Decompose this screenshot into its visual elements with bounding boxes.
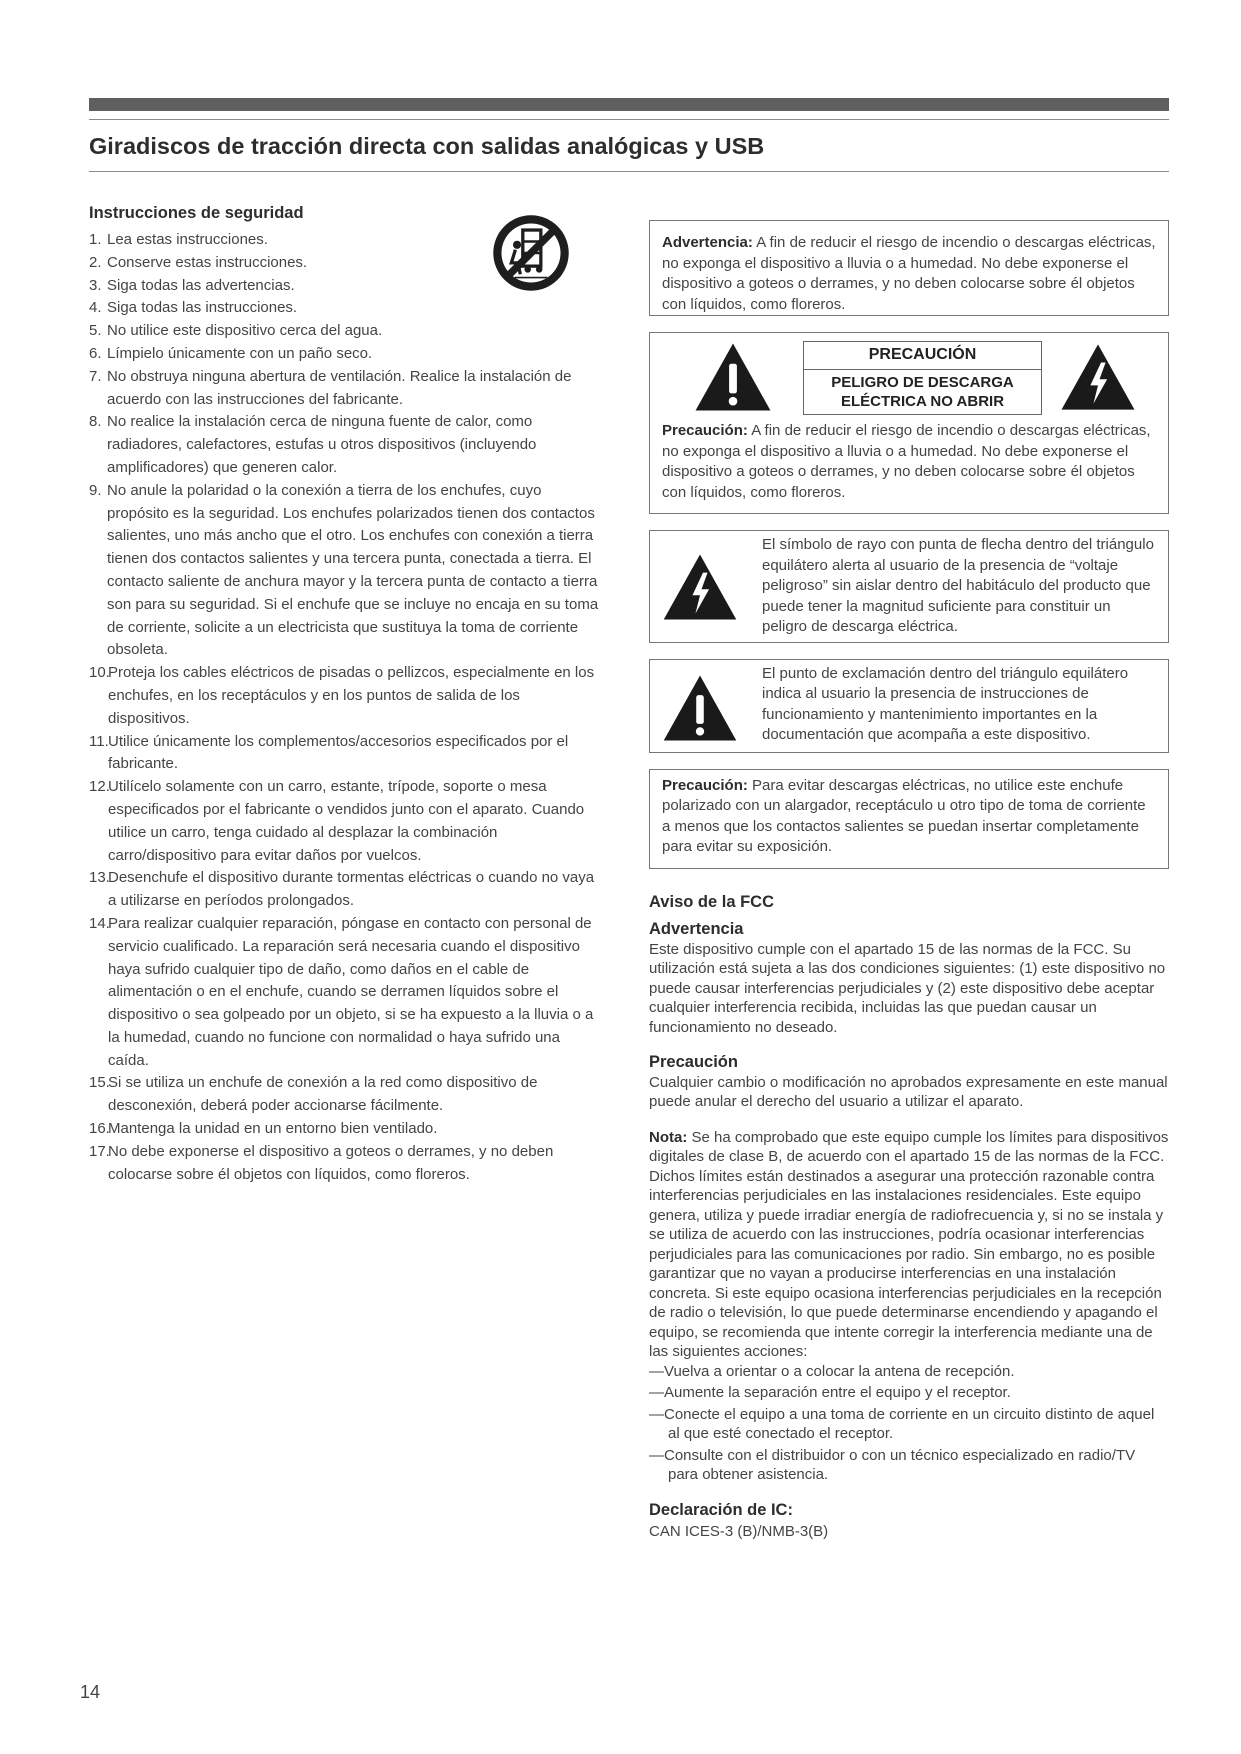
fcc-warning-text: Este dispositivo cumple con el apartado 15 de las normas de la FCC. Su utilización está sujeta a las dos condiciones siguientes: (1) este dispositivo no puede causar interferencias perjudiciales y (2) este dispositivo debe aceptar cualquier interferencia recibida, incluidas las que puedan causar un funcionamiento no deseado. xyxy=(649,940,1166,1036)
fcc-actions-list xyxy=(649,1362,1169,1485)
list-item: —Consulte con el distribuidor o con un técnico especializado en radio/TV para obtener asistencia. xyxy=(649,1446,1136,1483)
warnings-column xyxy=(649,220,1169,1542)
exclamation-symbol-box xyxy=(649,659,1169,753)
list-item xyxy=(89,297,599,320)
list-item xyxy=(89,731,599,777)
fcc-heading: Aviso de la FCC xyxy=(649,892,774,911)
item-text: Mantenga la unidad en un entorno bien ventilado. xyxy=(108,1120,438,1138)
item-text: Utilícelo solamente con un carro, estante, trípode, soporte o mesa especificados por el fabricante o vendidos junto con el aparato. Cuando utilice un carro, tenga cuidado al desplazar la combinación carro/dispositivo para evitar daños por vuelcos. xyxy=(108,778,585,864)
fcc-caution-text: Cualquier cambio o modificación no aprobados expresamente en este manual puede anular el derecho del usuario a utilizar el aparato. xyxy=(649,1073,1168,1110)
list-item xyxy=(89,229,599,252)
safety-heading: Instrucciones de seguridad xyxy=(89,204,304,222)
title-rule xyxy=(89,171,1169,172)
list-item xyxy=(89,913,599,1073)
item-text: Proteja los cables eléctricos de pisadas o pellizcos, especialmente en los enchufes, en los receptáculos y en los puntos de salida de los dispositivos. xyxy=(108,664,595,727)
item-number: 4. xyxy=(89,299,102,317)
item-text: No debe exponerse el dispositivo a goteos o derrames, y no deben colocarse sobre él objetos con líquidos, como floreros. xyxy=(108,1142,554,1183)
fcc-note-label: Nota: xyxy=(649,1128,688,1146)
item-text: Para realizar cualquier reparación, póngase en contacto con personal de servicio cualificado. La reparación será necesaria cuando el dispositivo haya sufrido cualquier tipo de daño, como daños en el cable de alimentación o en el enchufe, cuando se derramen líquidos sobre el dispositivo o sea golpeado por un objeto, si se ha expuesto a la lluvia o a la humedad, cuando no funcione con normalidad o haya sufrido una caída. xyxy=(108,914,594,1069)
caution-text: A fin de reducir el riesgo de incendio o descargas eléctricas, no exponga el dispositivo a lluvia o a humedad. No debe exponerse el dispositivo a goteos o derrames, y no deben colocarse sobre él objetos con líquidos, como floreros. xyxy=(662,422,1151,501)
page-number: 14 xyxy=(80,1682,101,1702)
item-text: No anule la polaridad o la conexión a tierra de los enchufes, cuyo propósito es la seguridad. Los enchufes polarizados tienen dos contactos salientes, uno más ancho que el otro. Los enchufes con conexión a tierra tienen dos contactos salientes y una tercera punta, conectada a tierra. El contacto saliente de anchura mayor y la tercera punta de contacto a tierra son para su seguridad. Si el enchufe que se incluye no encaja en su toma de corriente, solicite a un electricista que sustituya la toma de corriente obsoleta. xyxy=(107,481,599,659)
plug-caution-text: Para evitar descargas eléctricas, no utilice este enchufe polarizado con un alargador, receptáculo u otro tipo de toma de corriente a menos que los contactos salientes se puedan insertar completamente para evitar su exposición. xyxy=(662,776,1146,855)
ic-heading: Declaración de IC: xyxy=(649,1500,793,1519)
item-number: 16. xyxy=(89,1120,110,1138)
caution-label-title: PRECAUCIÓN xyxy=(804,342,1041,370)
plug-caution-box xyxy=(649,769,1169,869)
list-item xyxy=(89,411,599,479)
plug-caution-label: Precaución: xyxy=(662,776,748,794)
item-text: No utilice este dispositivo cerca del agua. xyxy=(107,322,383,340)
fcc-warning-heading: Advertencia xyxy=(649,920,744,938)
lightning-triangle-icon xyxy=(660,553,740,621)
list-item xyxy=(89,1072,599,1118)
list-item xyxy=(89,252,599,275)
item-number: 3. xyxy=(89,276,102,294)
item-text: Utilice únicamente los complementos/accesorios especificados por el fabricante. xyxy=(108,732,569,773)
header-rule xyxy=(89,119,1169,120)
list-item xyxy=(89,776,599,867)
lightning-symbol-text: El símbolo de rayo con punta de flecha dentro del triángulo equilátero alerta al usuario de la presencia de “voltaje peligroso” sin aislar dentro del habitáculo del producto que puede tener la magnitud suficiente para constituir un peligro de descarga eléctrica. xyxy=(762,536,1154,635)
item-number: 11. xyxy=(89,732,109,750)
list-item: —Vuelva a orientar o a colocar la antena de recepción. xyxy=(649,1362,1015,1380)
warning-label: Advertencia: xyxy=(662,234,753,251)
item-text: Límpielo únicamente con un paño seco. xyxy=(107,344,373,362)
item-number: 10. xyxy=(89,664,110,682)
item-text: Siga todas las instrucciones. xyxy=(107,299,298,317)
caution-label xyxy=(803,341,1042,415)
item-number: 14. xyxy=(89,914,110,932)
item-text: Desenchufe el dispositivo durante tormentas eléctricas o cuando no vaya a utilizarse en períodos prolongados. xyxy=(108,869,595,910)
caution-box xyxy=(649,332,1169,514)
exclamation-triangle-icon xyxy=(660,674,740,742)
caution-symbols-row xyxy=(662,333,1156,421)
fcc-note-text: Se ha comprobado que este equipo cumple los límites para dispositivos digitales de clase B, de acuerdo con el apartado 15 de las normas de la FCC. Dichos límites están destinados a asegurar una protección razonable contra interferencias perjudiciales en las instalaciones residenciales. Este equipo genera, utiliza y puede irradiar energía de radiofrecuencia y, si no se instala y se utiliza de acuerdo con las instrucciones, podría ocasionar interferencias perjudiciales para las comunicaciones por radio. Sin embargo, no es posible garantizar que no vayan a producirse interferencias en una instalación concreta. Si este equipo ocasiona interferencias perjudiciales en la recepción de radio o televisión, lo que puede determinarse encendiendo y apagando el equipo, se recomienda que intente corregir la interferencia mediante una de las siguientes acciones: xyxy=(649,1128,1169,1360)
item-number: 9. xyxy=(89,481,102,499)
warning-text: A fin de reducir el riesgo de incendio o descargas eléctricas, no exponga el dispositivo a lluvia o a humedad. No debe exponerse el dispositivo a goteos o derrames, y no deben colocarse sobre él objetos con líquidos, como floreros. xyxy=(662,234,1156,313)
list-item xyxy=(89,320,599,343)
item-text: No realice la instalación cerca de ninguna fuente de calor, como radiadores, calefactores, estufas u otros dispositivos (incluyendo amplificadores) que generen calor. xyxy=(107,413,537,476)
list-item xyxy=(89,1118,599,1141)
list-item xyxy=(89,480,599,662)
item-text: Siga todas las advertencias. xyxy=(107,276,295,294)
item-text: No obstruya ninguna abertura de ventilación. Realice la instalación de acuerdo con las instrucciones del fabricante. xyxy=(107,367,572,408)
caution-label-text: Precaución: xyxy=(662,422,748,439)
item-number: 5. xyxy=(89,322,102,340)
list-item: —Aumente la separación entre el equipo y el receptor. xyxy=(649,1384,1011,1401)
item-number: 1. xyxy=(89,231,102,248)
fcc-caution-heading: Precaución xyxy=(649,1053,738,1071)
item-number: 13. xyxy=(89,869,110,887)
item-number: 15. xyxy=(89,1074,110,1092)
fcc-note xyxy=(649,1128,1169,1362)
item-number: 12. xyxy=(89,778,110,796)
lightning-symbol-box xyxy=(649,530,1169,643)
fcc-notice xyxy=(649,893,1169,1542)
item-text: Conserve estas instrucciones. xyxy=(107,253,308,271)
page-title: Giradiscos de tracción directa con salidas analógicas y USB xyxy=(89,133,765,159)
list-item: —Conecte el equipo a una toma de corriente en un circuito distinto de aquel al que esté conectado el receptor. xyxy=(649,1405,1155,1442)
item-text: Si se utiliza un enchufe de conexión a la red como dispositivo de desconexión, deberá poder accionarse fácilmente. xyxy=(108,1074,538,1115)
item-number: 17. xyxy=(89,1142,110,1160)
caution-label-subtitle: PELIGRO DE DESCARGA ELÉCTRICA NO ABRIR xyxy=(831,373,1014,410)
ic-text: CAN ICES-3 (B)/NMB-3(B) xyxy=(649,1523,829,1540)
item-number: 2. xyxy=(89,253,102,271)
exclamation-triangle-icon xyxy=(694,341,772,413)
item-number: 6. xyxy=(89,344,102,362)
header-bar xyxy=(89,98,1169,111)
item-number: 7. xyxy=(89,367,102,385)
safety-instructions-column xyxy=(89,200,599,1186)
item-text: Lea estas instrucciones. xyxy=(107,231,268,248)
safety-list xyxy=(89,229,599,1186)
list-item xyxy=(89,366,599,412)
list-item xyxy=(89,1141,599,1187)
exclamation-symbol-text: El punto de exclamación dentro del triángulo equilátero indica al usuario la presencia de instrucciones de funcionamiento y mantenimiento importantes en la documentación que acompaña a este dispositivo. xyxy=(762,664,1129,743)
warning-box xyxy=(649,220,1169,316)
list-item xyxy=(89,662,599,730)
list-item xyxy=(89,867,599,913)
list-item xyxy=(89,275,599,298)
list-item xyxy=(89,343,599,366)
item-number: 8. xyxy=(89,413,102,431)
lightning-triangle-icon xyxy=(1060,341,1136,413)
